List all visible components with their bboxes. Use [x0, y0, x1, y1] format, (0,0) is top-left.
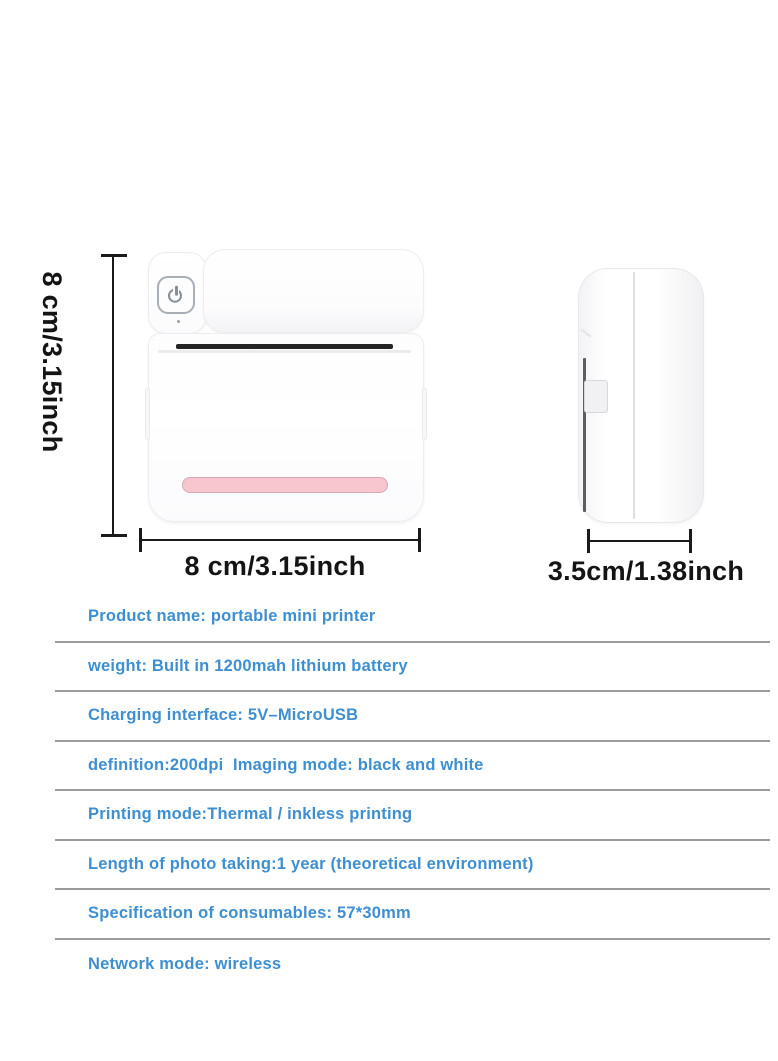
spec-text: Charging interface: 5V–MicroUSB: [88, 706, 359, 725]
dimension-cap-bottom: [101, 534, 127, 537]
dimension-line-height: [112, 255, 114, 536]
height-dimension-label: 8 cm/3.15inch: [37, 271, 67, 453]
spec-row-definition: [55, 742, 770, 792]
spec-row-network-mode: [55, 940, 770, 990]
printer-side-body: [578, 268, 704, 523]
side-dimension-line: [588, 540, 691, 542]
printer-button-module: [148, 252, 207, 334]
power-icon: [167, 287, 185, 305]
spec-text: Network mode: wireless: [88, 955, 282, 973]
spec-text: definition:200dpi Imaging mode: black and white: [88, 755, 484, 774]
side-latch-tab: [584, 380, 608, 413]
spec-row-product-name: [55, 593, 770, 643]
dimension-cap-right: [418, 528, 421, 552]
spec-text: Specification of consumables: 57*30mm: [88, 904, 411, 923]
spec-row-photo-length: [55, 841, 770, 891]
spec-row-weight: [55, 643, 770, 693]
spec-text: Printing mode:Thermal / inkless printing: [88, 805, 413, 824]
spec-row-printing-mode: [55, 791, 770, 841]
dimension-cap-top: [101, 254, 127, 257]
side-seam-line: [633, 272, 635, 519]
spec-text: Product name: portable mini printer: [88, 607, 376, 626]
paper-output-slot: [176, 344, 393, 349]
printer-front-body: [148, 333, 424, 522]
spec-table: [55, 593, 770, 990]
paper-slot-shadow: [158, 350, 411, 353]
width-dimension-label: 8 cm/3.15inch: [184, 551, 366, 581]
dimension-line-width: [140, 539, 421, 541]
pink-accent-strip: [182, 477, 388, 493]
side-dimension-cap-right: [689, 529, 692, 553]
spec-text: weight: Built in 1200mah lithium battery: [88, 656, 408, 675]
led-indicator: [177, 320, 180, 323]
power-button: [157, 276, 195, 314]
side-width-dimension-label: 3.5cm/1.38inch: [547, 556, 745, 586]
spec-text: Length of photo taking:1 year (theoretical environment): [88, 854, 534, 873]
printer-lid: [203, 249, 424, 333]
spec-row-consumables: [55, 890, 770, 940]
spec-row-charging-interface: [55, 692, 770, 742]
